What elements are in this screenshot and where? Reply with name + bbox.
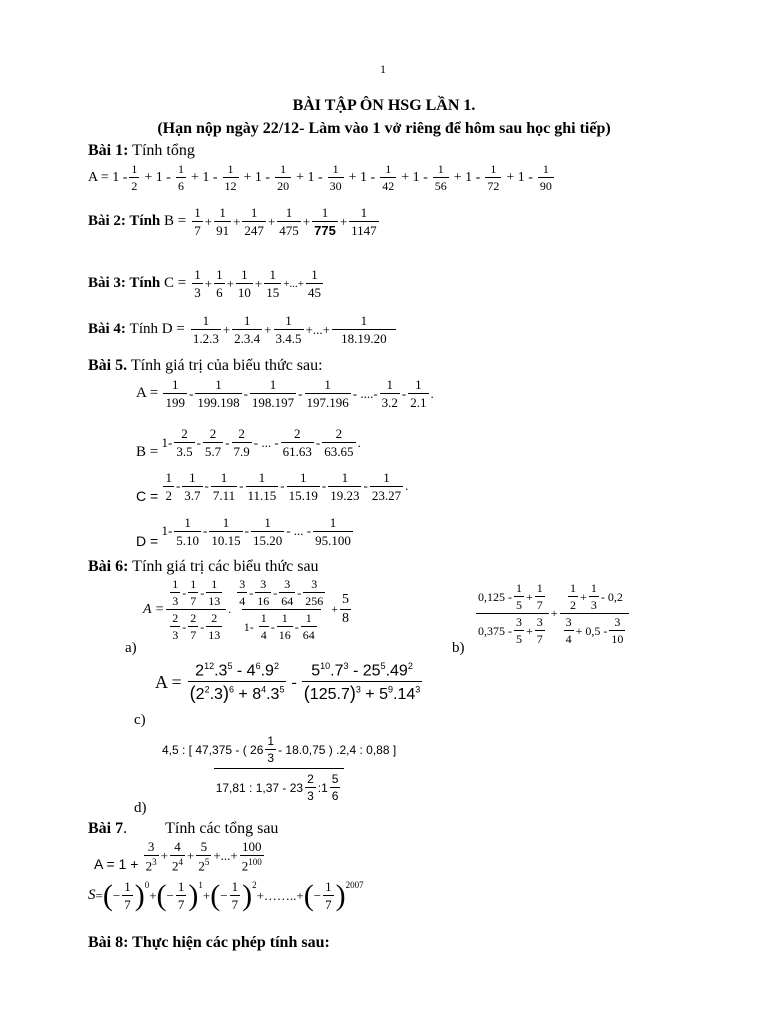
bai8-heading: Bài 8: Thực hiện các phép tính sau: <box>88 934 330 951</box>
bai6-c-expression: A = $\frac{2^{12}.3^5 - 4^6.9^2}{(2^2.3)^6 + 8^4.3^5}$ - $5^{10}.7^3 - 25^5.49^2$ $(125.7)^3 + 5^9.14^3$ <box>155 661 421 704</box>
bai6-a-expression: A = 1 3 - 1 7 - 1 13 2 3 - 2 7 - 2 13 . 3 4 - 3 16 - 3 64 - 3 256 1- 1 4 - 1 16 - 1 64 + 5 8 <box>143 577 350 642</box>
bai7-heading: Bài 7. Tính các tổng sau <box>88 820 279 837</box>
bai5-heading: Bài 5. Tính giá trị của biểu thức sau: <box>88 357 323 374</box>
bai6-d-label: d) <box>134 800 147 816</box>
bai6-heading: Bài 6: Tính giá trị các biểu thức sau <box>88 558 319 575</box>
bai5-c: C = $\frac{1}{2}$ - 1 3.7 - 1 7.11 - 1 11.15 - 1 15.19 - 1 19.23 - 1 23.27 . <box>136 469 409 504</box>
bai1-expression: A = 1 - 1 2 + 1 - 1 6 + 1 - 1 12 + 1 - 1 20 + 1 - 1 30 + 1 - 1 42 + 1 - 1 56 + 1 - 1 72 + 1 - 1 90 <box>88 162 552 193</box>
bai5-b: B = 1- 2 3.5 - 2 5.7 - 2 7.9 - ... - 2 61.63 - 2 63.65 . <box>136 426 361 460</box>
bai3-expression: Bài 3: Tính C = 1 3 + 1 6 + 1 10 + 1 15 +...+ $\frac{1}{45}$ <box>88 267 321 300</box>
bai5-d: D = 1- 1 5.10 - 1 10.15 - 1 15.20 - ... - 1 95.100 <box>136 514 351 549</box>
page-title: BÀI TẬP ÔN HSG LẦN 1. <box>292 97 476 114</box>
bai4-expression: Bài 4: Tính D = 1 1.2.3 + 1 2.3.4 + 1 3.4.5 +...+ $\frac{1}{18.19.20}$ <box>88 314 398 345</box>
page-subtitle: (Hạn nộp ngày 22/12- Làm vào 1 vở riêng để hôm sau học ghi tiếp) <box>157 120 611 137</box>
bai5-a: A = $\frac{1}{199}$ - 1 199.198 - 1 198.197 - 1 197.196 - ....- 1 3.2 - 1 2.1 . <box>136 377 434 410</box>
bai6-b-expression: 0,125 - 1 5 + 1 7 0,375 - 3 5 + 3 7 + 1 2 + 1 3 - 0,2 3 4 + 0,5 - 3 10 <box>474 582 631 645</box>
bai6-a-label: a) <box>125 640 137 656</box>
bai6-d-expression: 4,5 : [ 47,375 - ( 26 1 3 - 18.0,75 ) .2,4 : 0,88 ] 17,81 : 1,37 - 23 2 3 :1 5 6 <box>162 734 397 803</box>
page-number: 1 <box>380 62 386 76</box>
bai7-a-expression: A = 1 + $\frac{3}{2^3}$ + 4 $2^4$ + 5 $2^5$ +...+ 100 $2^{100}$ <box>94 839 262 874</box>
bai2-expression: Bài 2: Tính B = 1 7 + 1 91 + 1 247 + 1 475 + 1 775 + 1 1147 <box>88 205 377 238</box>
bai6-b-label: b) <box>452 640 465 656</box>
bai7-s-expression: S = ( − $\frac{1}{7}$ ) $^0$ + ( − $\frac{1}{7}$ ) $^1$ + ( − $\frac{1}{7}$ ) $^2$ +……..+ ( − $\frac{1}{7}$ ) $^{2007}$ <box>88 878 364 912</box>
bai1-heading: Bài 1: Tính tổng <box>88 142 195 159</box>
bai6-c-label: c) <box>134 712 146 728</box>
